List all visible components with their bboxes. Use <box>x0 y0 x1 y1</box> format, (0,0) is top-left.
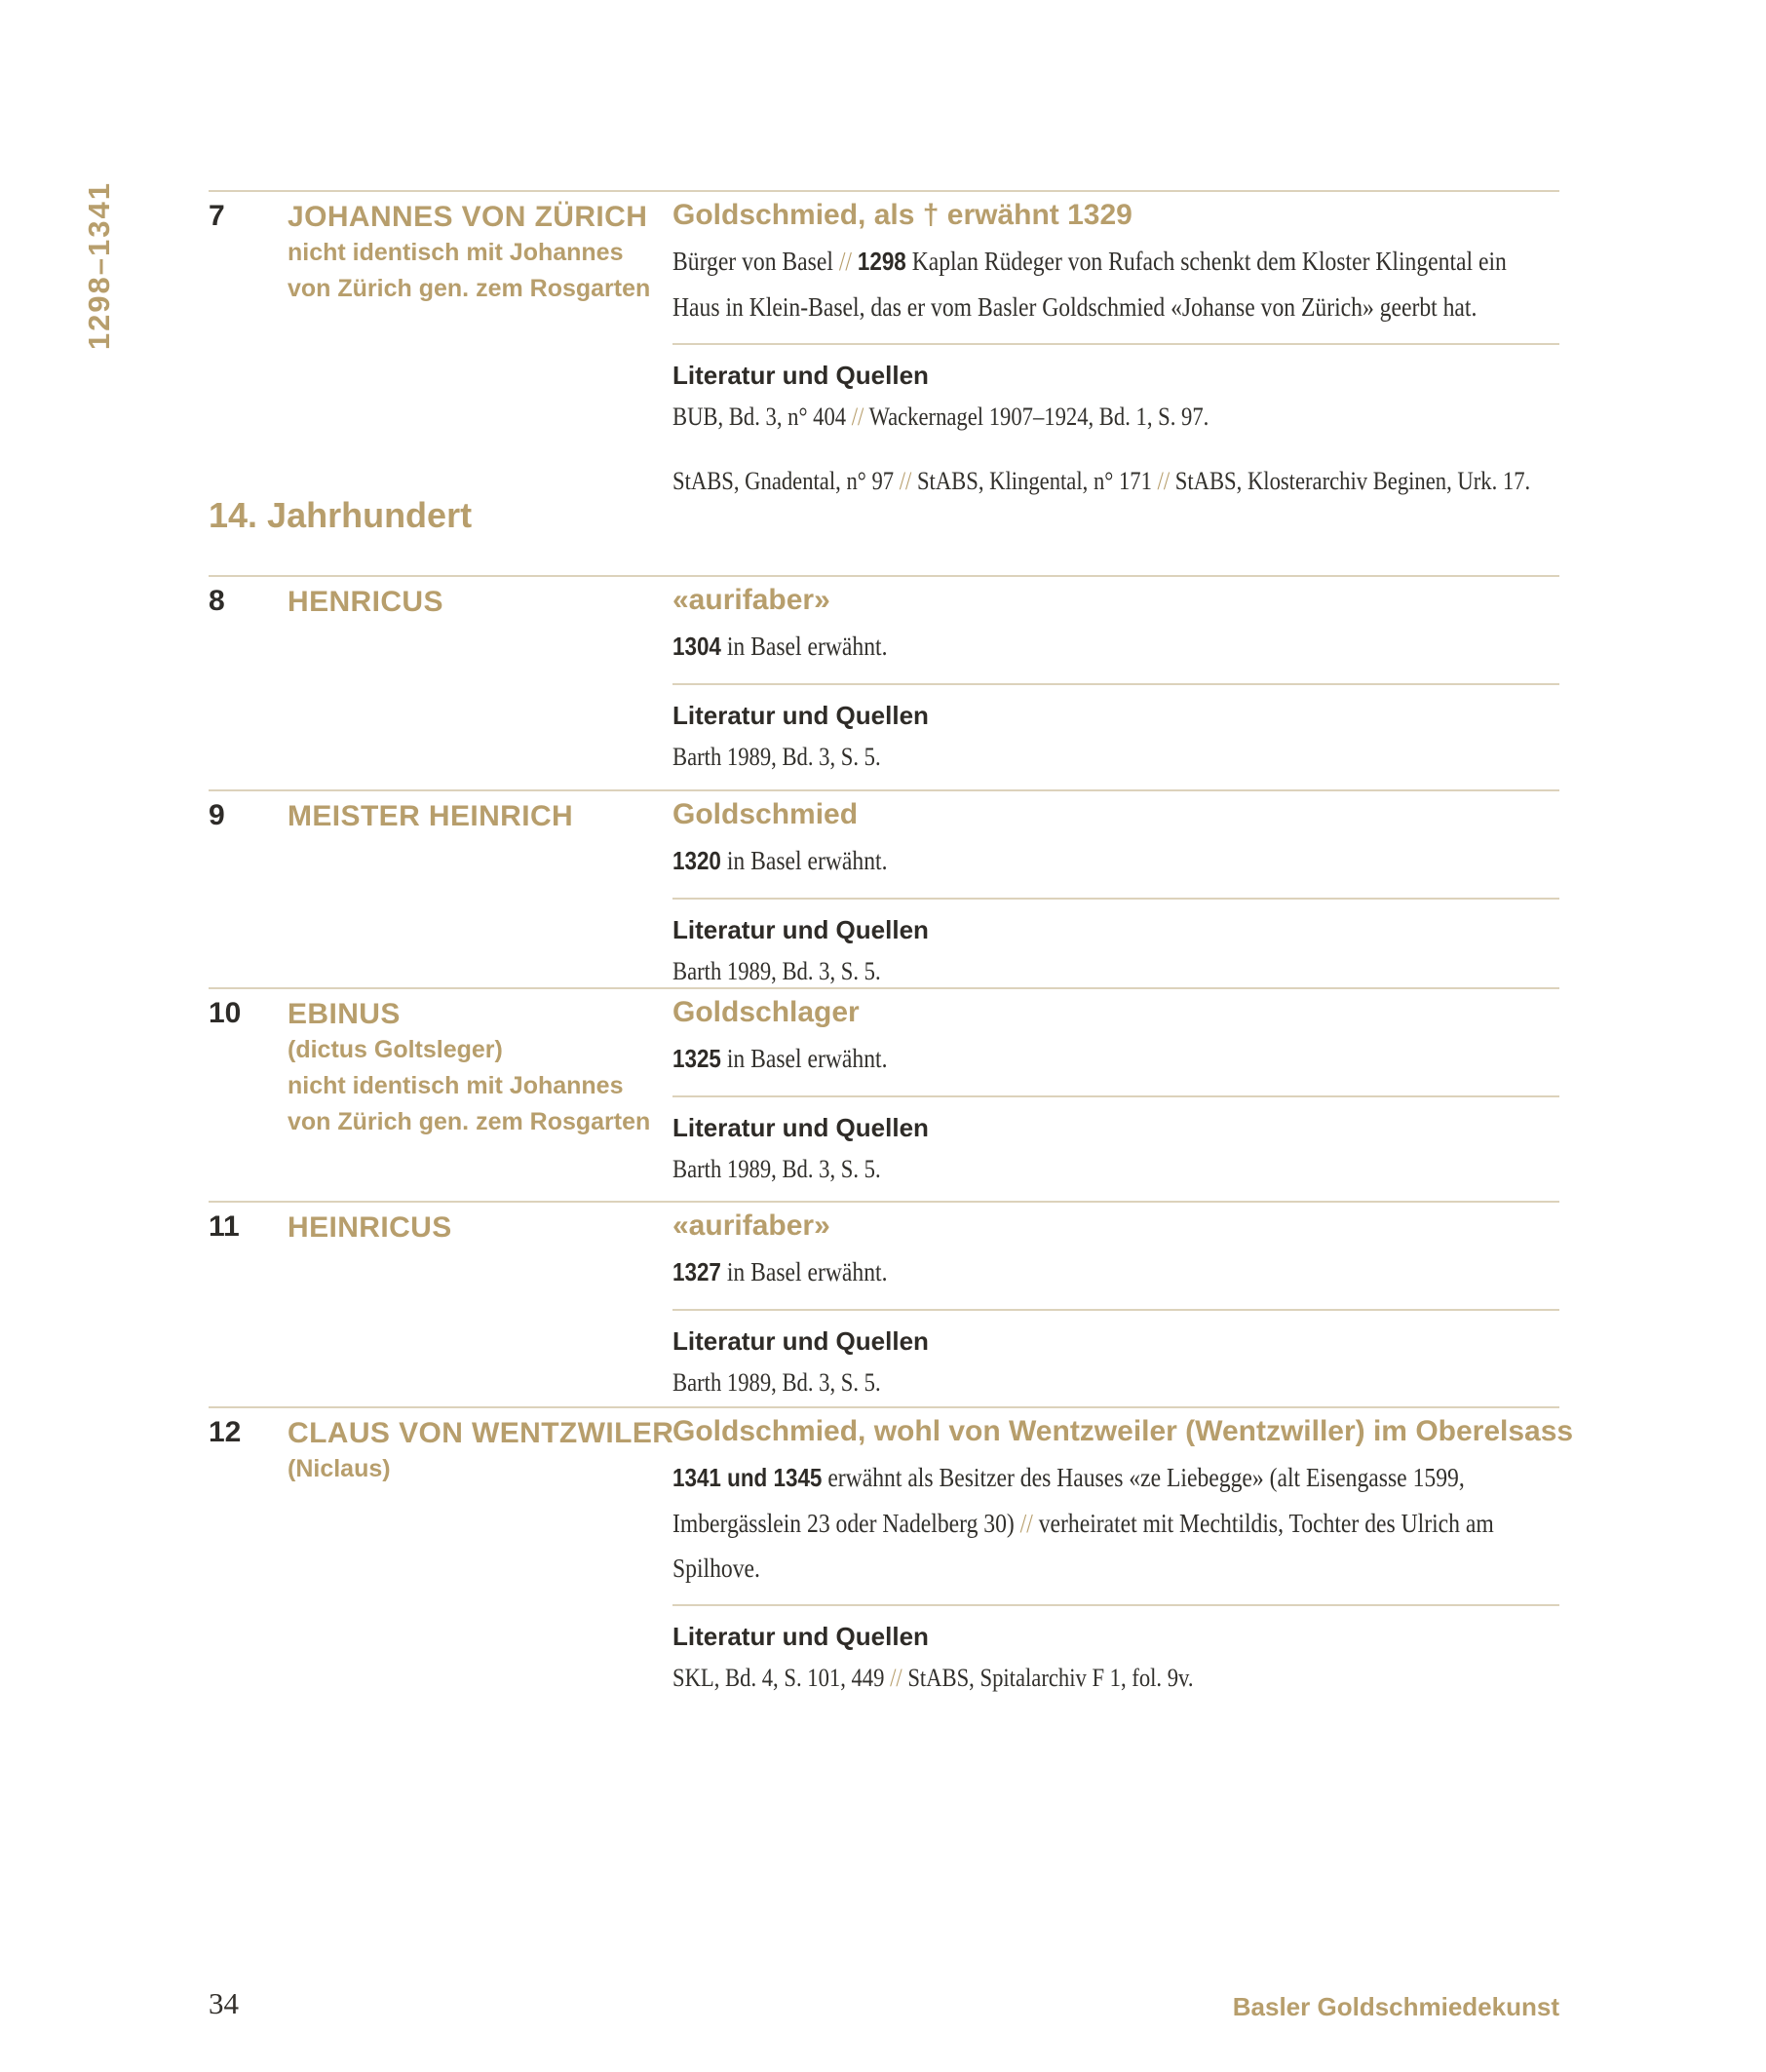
entry-detail-block <box>672 989 1559 1191</box>
entry-name-block <box>288 1408 672 1487</box>
entry-description <box>672 1036 1559 1082</box>
entry-number: 9 <box>209 799 225 831</box>
entry-row <box>209 190 1559 503</box>
literature-reference <box>672 736 1444 779</box>
text-segment: BUB, Bd. 3, n° 404 <box>672 403 852 431</box>
entry-number: 11 <box>209 1210 240 1243</box>
literature-label: Literatur und Quellen <box>672 701 929 730</box>
literature-reference <box>672 396 1444 439</box>
separator-slashes: // <box>1019 1509 1039 1538</box>
entry-name-note: nicht identisch mit Johannes von Zürich gen. zem Rosgarten <box>288 1072 651 1135</box>
entry-occupation-title: Goldschlager <box>672 996 860 1028</box>
entry-name: CLAUS VON WENTZWILER <box>288 1417 674 1449</box>
literature-label: Literatur und Quellen <box>672 1326 929 1356</box>
text-segment: erwähnt als Besitzer des Hauses «ze Liebegge» (alt Eisengasse 1599, Imbergässlein 23 oder Nadelberg 30) <box>672 1463 1465 1538</box>
text-segment: StABS, Gnadental, n° 97 <box>672 467 900 495</box>
text-segment: 1304 <box>672 633 721 661</box>
literature-section <box>672 1604 1559 1700</box>
entry-name: HENRICUS <box>288 586 443 618</box>
entry-name-block <box>288 1203 672 1246</box>
literature-reference <box>672 1362 1444 1404</box>
margin-year-range-label: 1298–1341 <box>82 181 116 351</box>
entry-description <box>672 1455 1559 1591</box>
literature-section <box>672 343 1559 503</box>
text-segment: 1320 <box>672 848 721 875</box>
text-segment: StABS, Spitalarchiv F 1, fol. 9v. <box>907 1664 1194 1692</box>
text-segment: SKL, Bd. 4, S. 101, 449 <box>672 1664 891 1692</box>
text-segment: verheiratet mit Mechtildis, Tochter des Ulrich am Spilhove. <box>672 1509 1494 1583</box>
entry-name: MEISTER HEINRICH <box>288 800 574 832</box>
text-segment: Barth 1989, Bd. 3, S. 5. <box>672 1155 881 1183</box>
literature-section <box>672 1309 1559 1404</box>
text-segment: Barth 1989, Bd. 3, S. 5. <box>672 1368 881 1397</box>
literature-label: Literatur und Quellen <box>672 1622 929 1651</box>
text-segment: 1327 <box>672 1259 721 1286</box>
literature-label: Literatur und Quellen <box>672 361 929 390</box>
entry-detail-block <box>672 1203 1559 1404</box>
entry-description <box>672 1249 1559 1295</box>
separator-slashes: // <box>1157 467 1175 495</box>
entry-number: 7 <box>209 200 225 232</box>
entry-name: EBINUS <box>288 998 401 1030</box>
literature-section <box>672 1095 1559 1191</box>
entry-row <box>209 789 1559 993</box>
entry-description <box>672 838 1559 884</box>
entry-row <box>209 1201 1559 1404</box>
text-segment: in Basel erwähnt. <box>720 1257 888 1286</box>
literature-section <box>672 683 1559 779</box>
literature-section <box>672 898 1559 993</box>
literature-reference <box>672 460 1531 503</box>
entry-detail-block <box>672 577 1559 779</box>
text-segment: Barth 1989, Bd. 3, S. 5. <box>672 743 881 771</box>
footer-page-number: 34 <box>209 1986 239 2020</box>
entry-occupation-title: «aurifaber» <box>672 584 830 616</box>
text-segment: StABS, Klosterarchiv Beginen, Urk. 17. <box>1174 467 1531 495</box>
entry-detail-block <box>672 791 1559 993</box>
entry-occupation-title: Goldschmied <box>672 798 859 830</box>
entry-name-block <box>288 192 672 307</box>
entry-number: 8 <box>209 585 225 617</box>
literature-label: Literatur und Quellen <box>672 915 929 944</box>
entry-row <box>209 987 1559 1191</box>
text-segment: 1298 <box>857 249 906 276</box>
literature-reference <box>672 1148 1444 1191</box>
text-segment: in Basel erwähnt. <box>720 846 888 875</box>
entry-name-block <box>288 989 672 1140</box>
section-heading: 14. Jahrhundert <box>209 495 473 535</box>
entry-name: JOHANNES VON ZÜRICH <box>288 201 648 233</box>
entry-number: 12 <box>209 1416 242 1448</box>
entry-name-note: nicht identisch mit Johannes von Zürich gen. zem Rosgarten <box>288 239 651 302</box>
text-segment: 1341 und 1345 <box>672 1465 823 1492</box>
text-segment: Kaplan Rüdeger von Rufach schenkt dem Kloster Klingental ein Haus in Klein-Basel, das er vom Basler Goldschmied «Johanse von Zürich» geerbt hat. <box>672 247 1507 322</box>
text-segment: 1325 <box>672 1046 721 1073</box>
entry-occupation-title: «aurifaber» <box>672 1209 830 1242</box>
entry-description <box>672 239 1559 329</box>
separator-slashes: // <box>890 1664 908 1692</box>
entry-name-note: (dictus Goltsleger) <box>288 1036 503 1063</box>
text-segment: Bürger von Basel <box>672 247 839 276</box>
entry-detail-block <box>672 1408 1574 1700</box>
separator-slashes: // <box>851 403 869 431</box>
footer-publication-title: Basler Goldschmiedekunst <box>1232 1992 1559 2021</box>
literature-reference <box>672 1657 1444 1700</box>
entry-name-block <box>288 791 672 834</box>
literature-label: Literatur und Quellen <box>672 1113 929 1142</box>
entry-description <box>672 624 1559 670</box>
entry-row <box>209 1406 1574 1700</box>
entry-name: HEINRICUS <box>288 1211 452 1244</box>
text-segment: Barth 1989, Bd. 3, S. 5. <box>672 957 881 985</box>
entry-number: 10 <box>209 997 242 1029</box>
text-segment: Wackernagel 1907–1924, Bd. 1, S. 97. <box>868 403 1209 431</box>
entry-name-block <box>288 577 672 620</box>
entry-occupation-title: Goldschmied, wohl von Wentzweiler (Wentzwiller) im Oberelsass <box>672 1415 1574 1447</box>
text-segment: StABS, Klingental, n° 171 <box>916 467 1158 495</box>
text-segment: in Basel erwähnt. <box>720 632 888 661</box>
entry-row <box>209 575 1559 779</box>
entry-name-note: (Niclaus) <box>288 1455 391 1482</box>
separator-slashes: // <box>838 247 858 276</box>
separator-slashes: // <box>899 467 917 495</box>
entry-occupation-title: Goldschmied, als † erwähnt 1329 <box>672 199 1133 231</box>
text-segment: in Basel erwähnt. <box>720 1044 888 1073</box>
entry-detail-block <box>672 192 1559 503</box>
